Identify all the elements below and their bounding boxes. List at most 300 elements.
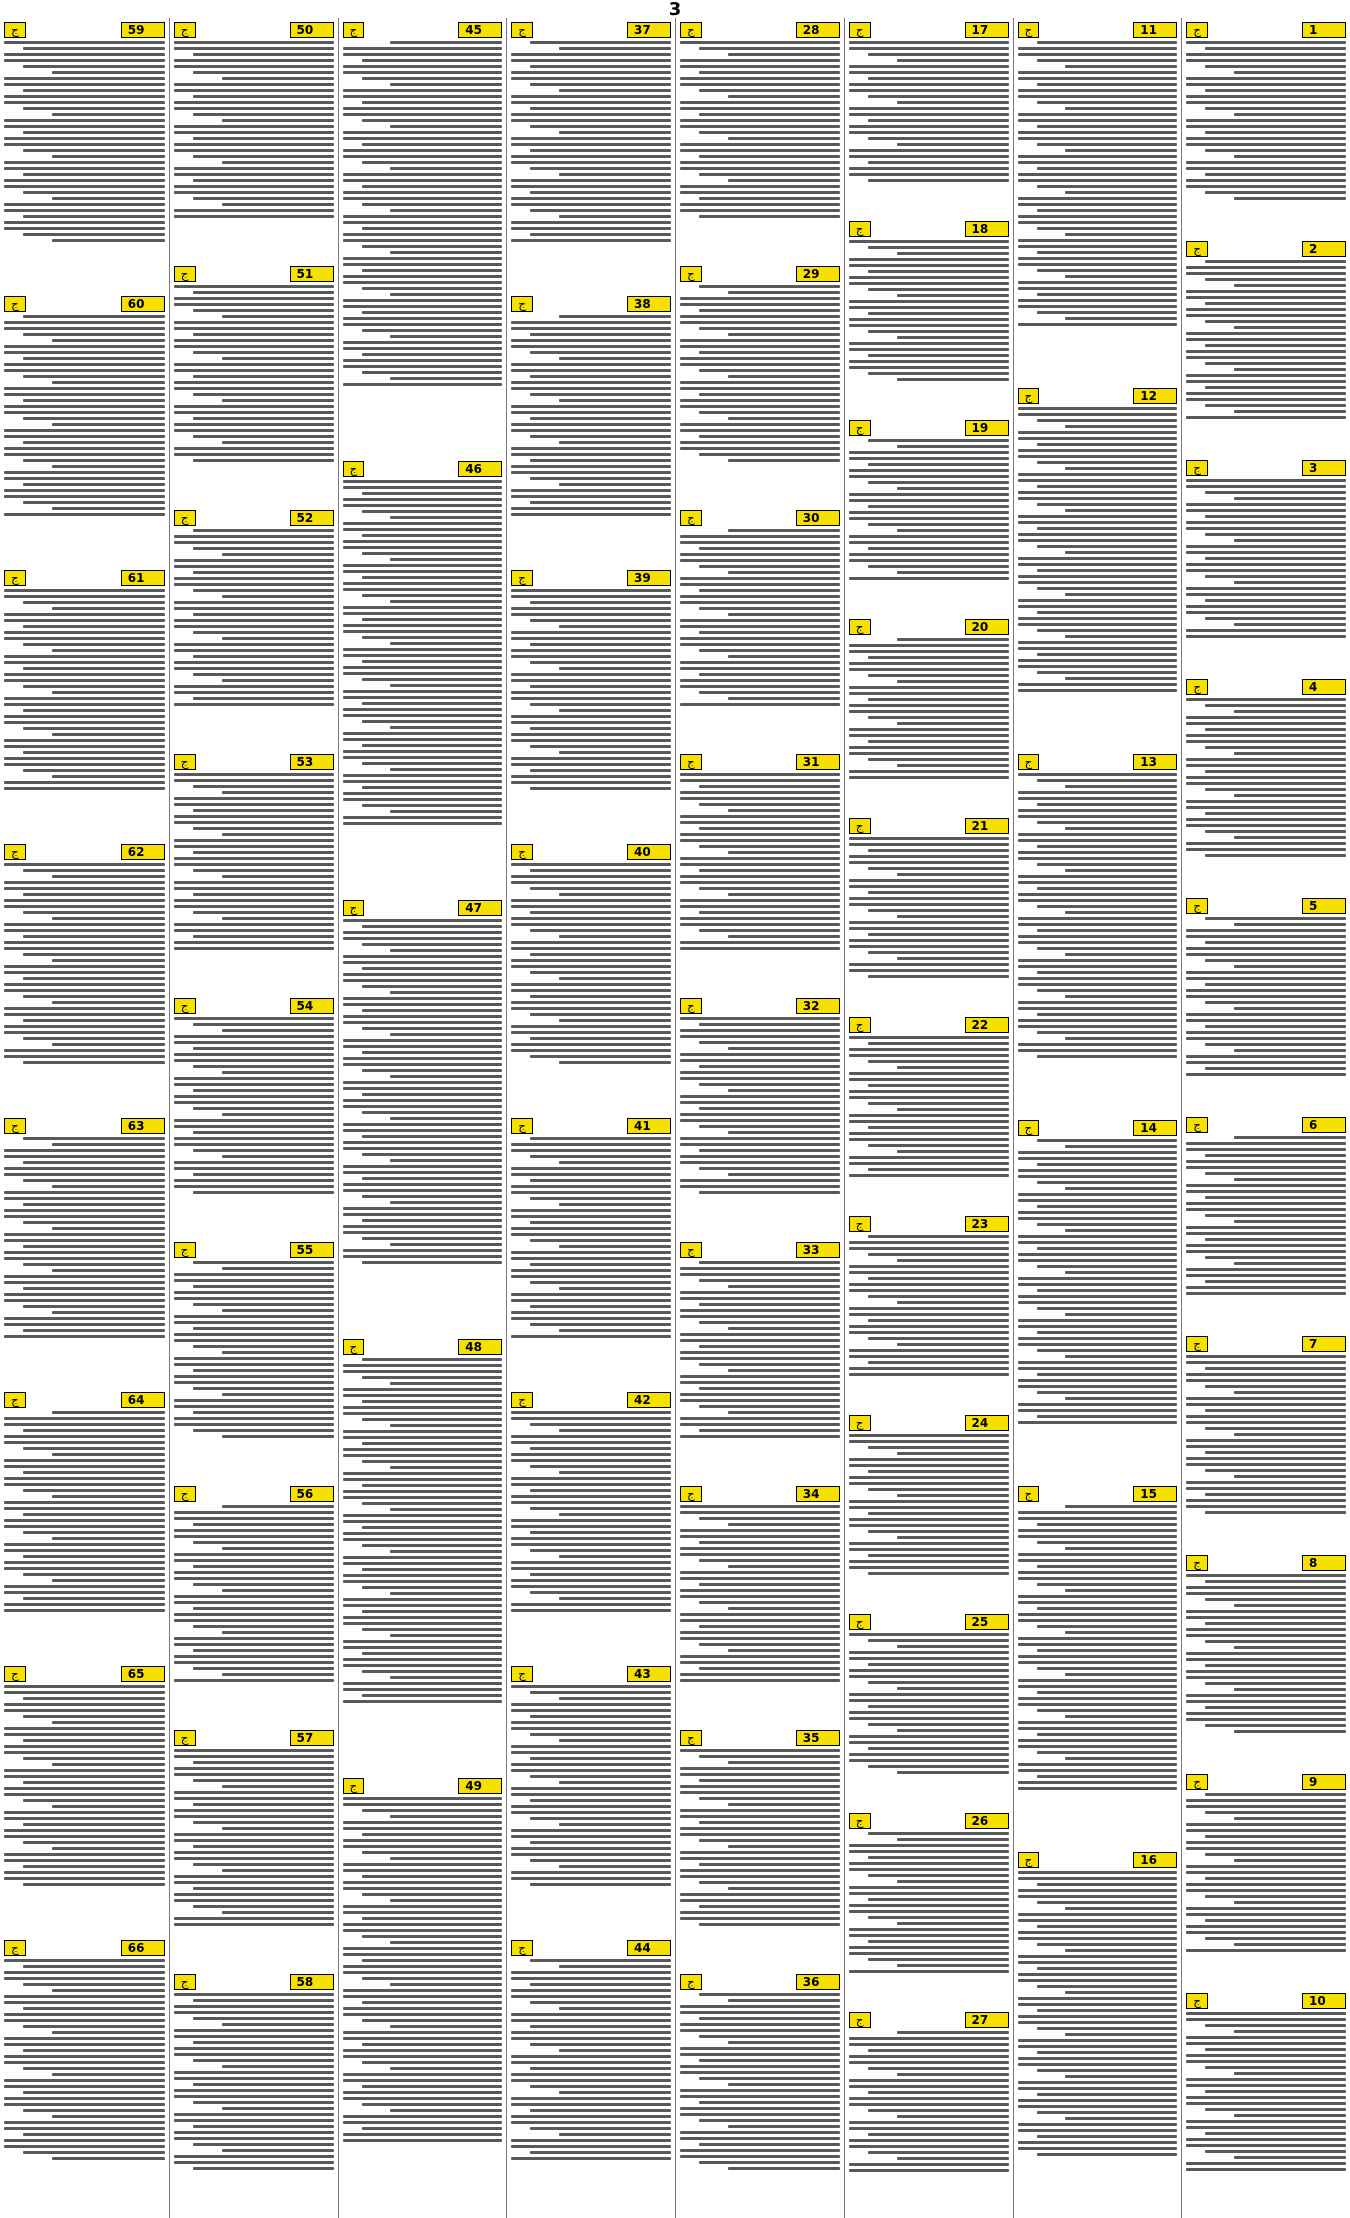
text-line [1018,1727,1178,1730]
text-line [699,393,840,396]
text-line [511,1149,671,1152]
text-line [4,1507,165,1510]
text-line [559,893,671,896]
text-line [511,2037,671,2040]
text-line [23,2151,164,2154]
text-line [728,1173,840,1176]
text-line [4,887,165,890]
text-line [174,619,334,622]
text-line [174,1535,334,1538]
text-line [23,1781,164,1784]
text-line [530,191,671,194]
text-line [390,1857,502,1860]
text-line [174,1815,334,1818]
text-line [1037,1649,1178,1652]
text-line [4,679,165,682]
text-line [728,375,840,378]
text-line [52,607,165,610]
text-line [362,2061,503,2064]
text-line [559,2133,671,2136]
text-line [23,1697,164,1700]
question-number: 22 [965,1017,1009,1033]
text-line [1018,1325,1178,1328]
text-line [897,680,1009,683]
text-line [23,1573,164,1576]
text-line [174,1655,334,1658]
text-line [23,1061,164,1064]
column-1 [1181,18,1350,2218]
text-line [222,1673,334,1676]
text-line [849,885,1009,888]
text-line [1018,2063,1178,2066]
text-line [1037,2153,1178,2156]
text-line [511,1977,671,1980]
text-line [868,1958,1009,1961]
text-line [1018,53,1178,56]
text-line [4,2061,165,2064]
text-line [174,405,334,408]
text-line [343,2049,503,2052]
text-line [1037,419,1178,422]
text-line [4,1585,165,1588]
text-line [1186,179,1346,182]
text-line [174,1101,334,1104]
text-line [343,1490,503,1493]
text-line [1018,245,1178,248]
text-line [343,546,503,549]
text-line [362,1694,503,1697]
text-line [343,317,503,320]
text-line [511,1215,671,1218]
text-line [699,435,840,438]
text-line [511,1417,671,1420]
text-line [1186,1700,1346,1703]
text-line [1018,2099,1178,2102]
text-line [1205,599,1346,602]
text-line [174,303,334,306]
text-line [4,1281,165,1284]
text-line [868,1488,1009,1491]
question-header [174,998,334,1014]
text-line [1037,1691,1178,1694]
question-header [680,22,840,38]
text-line [222,1351,334,1354]
text-line [1018,1685,1178,1688]
text-line [680,1589,840,1592]
text-line [362,311,503,314]
text-line [849,1120,1009,1123]
text-line [343,1839,503,1842]
text-line [530,233,671,236]
text-line [511,1769,671,1772]
text-line [343,816,503,819]
text-line [343,2055,503,2058]
text-line [1205,1067,1346,1070]
text-line [174,285,334,288]
text-line [1018,1199,1178,1202]
text-line [174,601,334,604]
text-line [699,1993,840,1996]
text-line [1186,2054,1346,2057]
text-line [1234,113,1346,116]
text-line [559,1019,671,1022]
text-line [530,2067,671,2070]
question-header [174,1486,334,1502]
text-line [1037,101,1178,104]
text-line [1205,1154,1346,1157]
text-line [343,612,503,615]
text-line [680,2137,840,2140]
text-line [1018,2021,1178,2024]
text-line [174,1167,334,1170]
text-line [868,372,1009,375]
question-number: 62 [121,844,165,860]
text-line [868,463,1009,466]
text-line [849,1717,1009,1720]
text-line [362,943,503,946]
question-header [1018,1852,1178,1868]
text-line [699,2035,840,2038]
text-line [343,2007,503,2010]
text-line [868,565,1009,568]
text-line [511,411,671,414]
text-line [680,1869,840,1872]
text-line [511,1167,671,1170]
text-line [343,107,503,110]
text-line [4,1691,165,1694]
text-line [390,1201,502,1204]
text-line [559,131,671,134]
text-line [193,1303,334,1306]
text-line [728,1523,840,1526]
text-line [699,1167,840,1170]
question-number: 27 [965,2012,1009,2028]
text-line [1037,863,1178,866]
text-line [849,264,1009,267]
text-line [4,637,165,640]
text-line [1186,716,1346,719]
text-line [699,453,840,456]
text-line [343,1953,503,1956]
text-line [343,480,503,483]
text-line [849,746,1009,749]
question-number: 24 [965,1415,1009,1431]
text-line [849,1868,1009,1871]
text-line [222,1547,334,1550]
text-line [530,1197,671,1200]
question-item [1186,1774,1346,1989]
text-line [680,833,840,836]
text-line [511,453,671,456]
text-line [1186,800,1346,803]
text-line [849,1331,1009,1334]
text-line [1018,299,1178,302]
text-line [222,1435,334,1438]
text-line [1037,485,1178,488]
text-line [530,1799,671,1802]
text-line [849,1699,1009,1702]
question-number: 54 [290,998,334,1014]
text-line [680,1273,840,1276]
text-line [390,1508,502,1511]
text-line [511,423,671,426]
text-line [699,929,840,932]
text-line [897,1150,1009,1153]
text-line [4,1769,165,1772]
text-line [699,411,840,414]
text-line [4,2139,165,2142]
text-line [343,1869,503,1872]
text-line [1037,59,1178,62]
text-line [1018,935,1178,938]
text-line [52,1411,165,1414]
text-line [4,2001,165,2004]
text-line [511,1751,671,1754]
text-line [4,2121,165,2124]
text-line [530,1465,671,1468]
text-line [680,363,840,366]
text-line [680,643,840,646]
text-line [343,275,503,278]
question-item [1018,1120,1178,1482]
text-line [343,2133,503,2136]
text-line [343,365,503,368]
text-line [1018,533,1178,536]
text-line [680,2005,840,2008]
text-line [849,1886,1009,1889]
text-line [680,2023,840,2026]
text-line [1186,479,1346,482]
text-line [343,528,503,531]
question-header [174,754,334,770]
text-line [222,1911,334,1914]
text-line [849,1247,1009,1250]
question-item [1186,1336,1346,1551]
text-line [362,1851,503,1854]
text-line [1018,2015,1178,2018]
text-line [390,1382,502,1385]
text-line [174,339,334,342]
text-line [193,417,334,420]
text-line [680,1297,840,1300]
text-line [849,1162,1009,1165]
question-item [849,221,1009,416]
text-line [1186,2018,1346,2021]
question-header [849,2012,1009,2028]
text-line [897,59,1009,62]
text-line [849,1669,1009,1672]
text-line [511,447,671,450]
question-number: 61 [121,570,165,586]
text-line [4,697,165,700]
question-item [680,510,840,750]
text-line [897,571,1009,574]
text-line [23,2007,164,2010]
text-line [362,77,503,80]
text-line [530,459,671,462]
text-line [4,2103,165,2106]
text-line [849,1271,1009,1274]
text-line [868,1337,1009,1340]
text-line [511,697,671,700]
text-line [1186,356,1346,359]
text-line [1205,746,1346,749]
text-line [1018,1301,1178,1304]
text-line [1186,1913,1346,1916]
text-line [511,95,671,98]
text-line [174,369,334,372]
answer-marker: ج [680,1730,702,1746]
text-line [174,1059,334,1062]
text-line [680,399,840,402]
text-line [23,399,164,402]
text-line [511,221,671,224]
text-line [23,459,164,462]
question-header [174,266,334,282]
question-number: 45 [458,22,502,38]
text-line [4,125,165,128]
text-line [174,815,334,818]
column-8 [0,18,169,2218]
text-line [343,1231,503,1234]
question-number: 53 [290,754,334,770]
text-line [1186,1694,1346,1697]
text-line [680,1655,840,1658]
text-line [222,1589,334,1592]
text-line [362,185,503,188]
question-item [343,1339,503,1774]
question-number: 21 [965,818,1009,834]
text-line [174,381,334,384]
text-line [390,1815,502,1818]
text-line [1065,677,1177,680]
text-line [511,1763,671,1766]
text-line [699,1797,840,1800]
text-line [52,465,165,468]
answer-marker: ج [174,1486,196,1502]
text-line [680,1773,840,1776]
text-line [849,776,1009,779]
text-line [868,2049,1009,2052]
text-line [343,1129,503,1132]
text-line [193,1131,334,1134]
text-line [193,333,334,336]
question-number: 14 [1133,1120,1177,1136]
question-item [1186,679,1346,894]
text-line [511,53,671,56]
text-line [390,125,502,128]
text-line [728,1999,840,2002]
text-line [680,1637,840,1640]
text-line [1186,740,1346,743]
answer-marker: ج [174,1974,196,1990]
text-line [1065,317,1177,320]
text-line [1037,1205,1178,1208]
text-line [193,1887,334,1890]
text-line [23,65,164,68]
text-line [1205,2150,1346,2153]
text-line [849,1844,1009,1847]
question-header [849,1017,1009,1033]
text-line [680,2155,840,2158]
text-line [511,161,671,164]
text-line [1018,131,1178,134]
text-line [343,756,503,759]
question-header [1018,388,1178,404]
text-line [1018,1343,1178,1346]
text-line [1065,1145,1177,1148]
text-line [680,1333,840,1336]
text-line [4,965,165,968]
text-line [343,1105,503,1108]
text-line [680,1851,840,1854]
text-line [193,1625,334,1628]
text-line [728,1887,840,1890]
text-line [1186,1487,1346,1490]
text-line [52,1001,165,1004]
text-line [1186,41,1346,44]
text-line [680,429,840,432]
text-line [680,107,840,110]
text-line [174,1797,334,1800]
text-line [23,911,164,914]
text-line [897,378,1009,381]
text-line [1186,1610,1346,1613]
text-line [511,1483,671,1486]
text-line [23,215,164,218]
text-line [1018,1151,1178,1154]
text-line [1205,2048,1346,2051]
text-line [511,1787,671,1790]
text-line [1065,785,1177,788]
text-line [530,1817,671,1820]
question-item [680,1730,840,1970]
text-line [849,342,1009,345]
text-line [849,1048,1009,1051]
text-line [4,161,165,164]
text-line [680,1179,840,1182]
text-line [1018,2105,1178,2108]
text-line [222,791,334,794]
text-line [193,1845,334,1848]
text-line [343,215,503,218]
text-line [728,459,840,462]
text-line [1205,1622,1346,1625]
text-line [222,917,334,920]
text-line [343,1797,503,1800]
text-line [4,2079,165,2082]
text-line [559,1245,671,1248]
text-line [728,655,840,658]
text-line [1018,599,1178,602]
text-line [511,1995,671,1998]
text-line [897,143,1009,146]
text-line [530,887,671,890]
text-line [680,601,840,604]
text-line [1186,1658,1346,1661]
question-header [4,1392,165,1408]
question-item [849,818,1009,1013]
text-line [849,348,1009,351]
text-line [1205,1256,1346,1259]
text-line [174,215,334,218]
text-line [343,1147,503,1150]
text-line [4,1155,165,1158]
text-line [343,347,503,350]
text-line [849,1373,1009,1376]
text-line [222,1869,334,1872]
text-line [511,1441,671,1444]
